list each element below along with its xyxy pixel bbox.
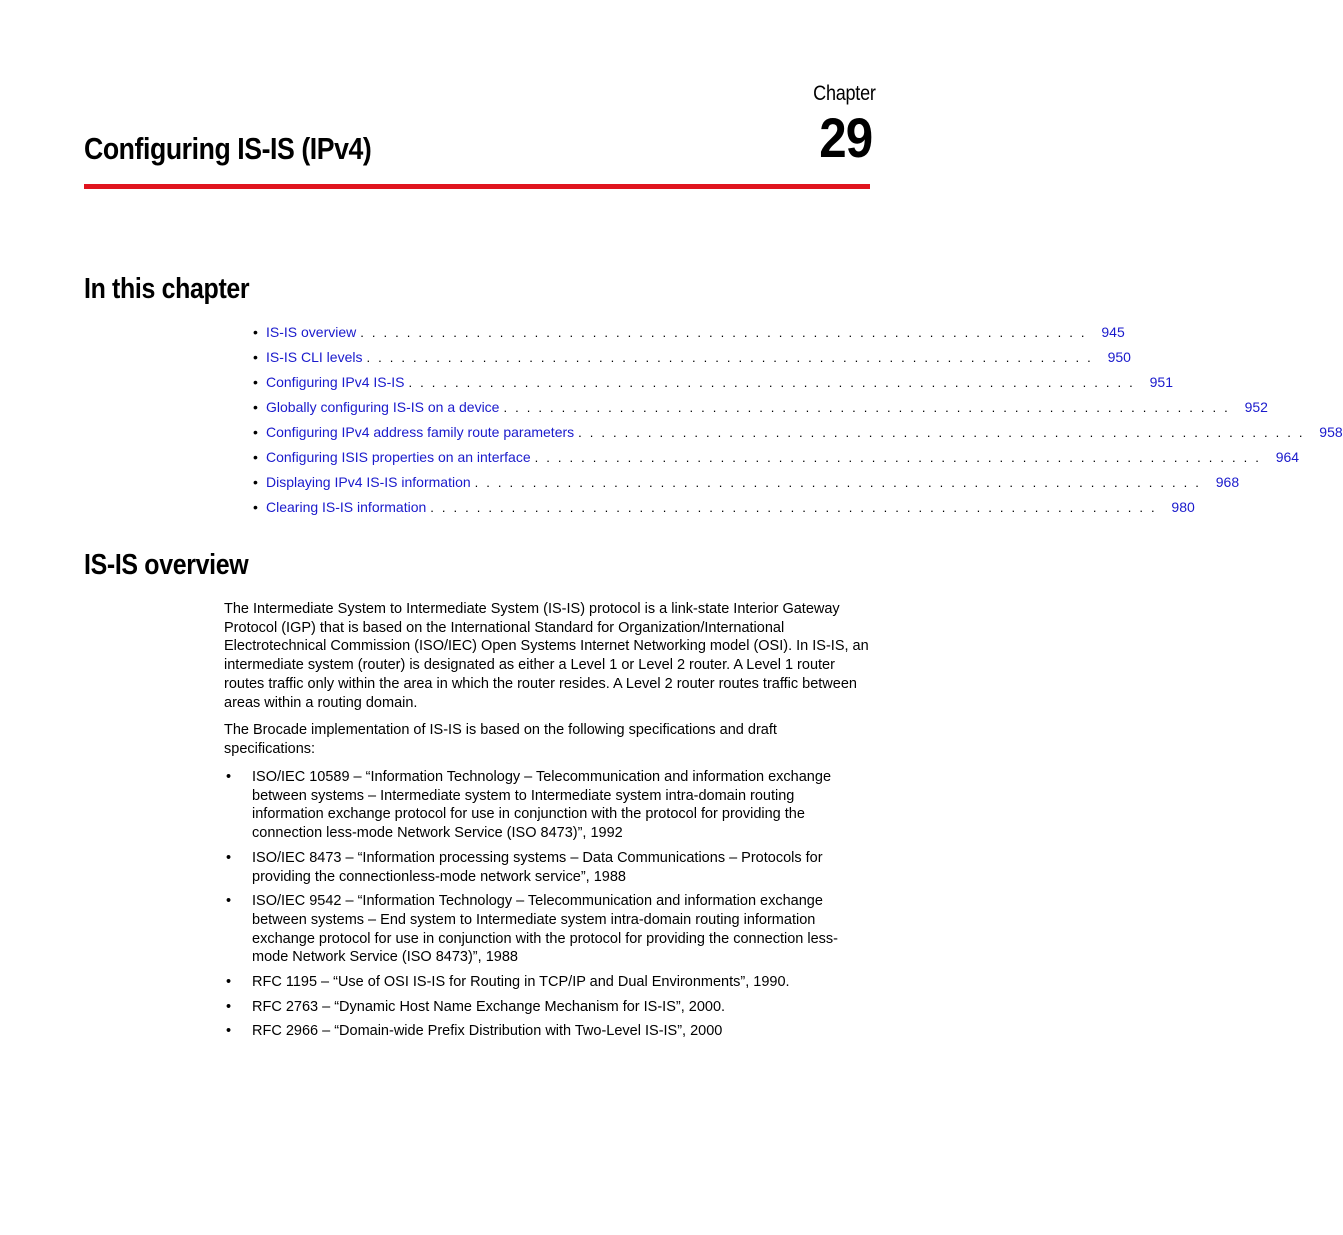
list-item <box>224 1022 870 1041</box>
list-item <box>224 768 870 843</box>
toc-link[interactable]: IS-IS overview <box>266 324 357 340</box>
specifications-list <box>224 768 870 1047</box>
bullet-icon: • <box>226 998 232 1015</box>
chapter-title: Configuring IS-IS (IPv4) <box>84 131 372 166</box>
list-item <box>224 849 870 886</box>
list-item <box>224 892 870 967</box>
bullet-icon: • <box>226 1023 232 1040</box>
toc-entry[interactable]: • Displaying IPv4 IS-IS information . . . . . . . . . . . . . . . . . . . . . . . . . . . . . . . . . . . . . . . . . . . . . . . . . . . . . . . . . . . . . . . 968 <box>253 474 1240 490</box>
toc-bullet: • <box>253 449 258 465</box>
overview-paragraph: The Intermediate System to Intermediate System (IS-IS) protocol is a link-state Interior Gateway Protocol (IGP) that is based on the International Standard for Organization/International Electrotechnical Commission (ISO/IEC) Open Systems Internet Networking model (OSI). In IS-IS, an intermediate system (router) is designated as either a Level 1 or Level 2 router. A Level 1 router routes traffic only within the area in which the router resides. A Level 2 router routes traffic between areas within a routing domain. <box>224 601 869 711</box>
bullet-icon: • <box>226 974 232 991</box>
list-item <box>224 998 870 1017</box>
toc-bullet: • <box>253 424 258 440</box>
toc-link[interactable]: Displaying IPv4 IS-IS information <box>266 474 471 490</box>
spec-text: ISO/IEC 10589 – “Information Technology – Telecommunication and information exchange between systems – Intermediate system to Intermediate system intra-domain routing information exchange protocol for use in conjunction with the protocol for providing the connection less-mode Network Service (ISO 8473)”, 1992 <box>252 769 832 842</box>
toc-entry[interactable]: • IS-IS CLI levels . . . . . . . . . . . . . . . . . . . . . . . . . . . . . . . . . . . . . . . . . . . . . . . . . . . . . . . . . . . . . . . 950 <box>253 349 1131 365</box>
toc-page-number[interactable]: 968 <box>1215 474 1240 490</box>
chapter-number: 29 <box>818 106 872 169</box>
toc-page-number[interactable]: 950 <box>1107 349 1131 365</box>
toc-page-number[interactable]: 964 <box>1275 449 1300 465</box>
toc-entry[interactable]: • Configuring IPv4 IS-IS . . . . . . . . . . . . . . . . . . . . . . . . . . . . . . . . . . . . . . . . . . . . . . . . . . . . . . . . . . . . . . . 951 <box>253 374 1173 390</box>
is-is-overview-heading: IS-IS overview <box>84 549 249 581</box>
bullet-icon: • <box>226 893 232 910</box>
toc-page-number[interactable]: 958 <box>1319 424 1343 440</box>
spec-text: RFC 2763 – “Dynamic Host Name Exchange Mechanism for IS-IS”, 2000. <box>252 998 726 1015</box>
toc-entry[interactable]: • Globally configuring IS-IS on a device . . . . . . . . . . . . . . . . . . . . . . . . . . . . . . . . . . . . . . . . . . . . . . . . . . . . . . . . . . . . . . . 952 <box>253 399 1268 415</box>
list-item <box>224 973 870 992</box>
toc-page-number[interactable]: 952 <box>1244 399 1268 415</box>
toc-bullet: • <box>253 499 258 515</box>
toc-bullet: • <box>253 374 258 390</box>
toc-entry[interactable]: • IS-IS overview . . . . . . . . . . . . . . . . . . . . . . . . . . . . . . . . . . . . . . . . . . . . . . . . . . . . . . . . . . . . . . . 945 <box>253 324 1125 340</box>
spec-text: RFC 1195 – “Use of OSI IS-IS for Routing in TCP/IP and Dual Environments”, 1990. <box>252 974 790 991</box>
toc-bullet: • <box>253 349 258 365</box>
in-this-chapter-heading: In this chapter <box>84 273 250 305</box>
chapter-title-rule <box>84 184 870 189</box>
toc-bullet: • <box>253 399 258 415</box>
toc-link[interactable]: IS-IS CLI levels <box>266 349 363 365</box>
toc-link[interactable]: Globally configuring IS-IS on a device <box>266 399 500 415</box>
spec-text: ISO/IEC 8473 – “Information processing systems – Data Communications – Protocols for providing the connectionless-mode network service”, 1988 <box>252 849 823 885</box>
toc-bullet: • <box>253 324 258 340</box>
toc-bullet: • <box>253 474 258 490</box>
toc-link[interactable]: Configuring IPv4 address family route parameters <box>266 424 575 440</box>
toc-page-number[interactable]: 980 <box>1171 499 1195 515</box>
toc-link[interactable]: Clearing IS-IS information <box>266 499 427 515</box>
toc-link[interactable]: Configuring IPv4 IS-IS <box>266 374 405 390</box>
bullet-icon: • <box>226 769 232 785</box>
toc-page-number[interactable]: 951 <box>1149 374 1173 390</box>
specifications-intro-paragraph: The Brocade implementation of IS-IS is based on the following specifications and draft specifications: <box>224 722 777 757</box>
toc-entry[interactable]: • Configuring ISIS properties on an interface . . . . . . . . . . . . . . . . . . . . . . . . . . . . . . . . . . . . . . . . . . . . . . . . . . . . . . . . . . . . . . . 964 <box>253 449 1300 465</box>
toc-link[interactable]: Configuring ISIS properties on an interface <box>266 449 531 465</box>
toc-entry[interactable]: • Configuring IPv4 address family route parameters . . . . . . . . . . . . . . . . . . . . . . . . . . . . . . . . . . . . . . . . . . . . . . . . . . . . . . . . . . . . . . . 958 <box>253 424 1343 440</box>
toc-entry[interactable]: • Clearing IS-IS information . . . . . . . . . . . . . . . . . . . . . . . . . . . . . . . . . . . . . . . . . . . . . . . . . . . . . . . . . . . . . . . 980 <box>253 499 1195 515</box>
bullet-icon: • <box>226 849 232 866</box>
spec-text: ISO/IEC 9542 – “Information Technology – Telecommunication and information exchange between systems – End system to Intermediate system intra-domain routing information exchange protocol for use in conjunction with the protocol for providing the connection less-mode Network Service (ISO 8473)”, 1988 <box>252 893 838 966</box>
chapter-label: Chapter <box>813 82 876 105</box>
toc-page-number[interactable]: 945 <box>1101 324 1125 340</box>
spec-text: RFC 2966 – “Domain-wide Prefix Distribution with Two-Level IS-IS”, 2000 <box>252 1023 723 1040</box>
chapter-toc <box>253 322 1343 522</box>
